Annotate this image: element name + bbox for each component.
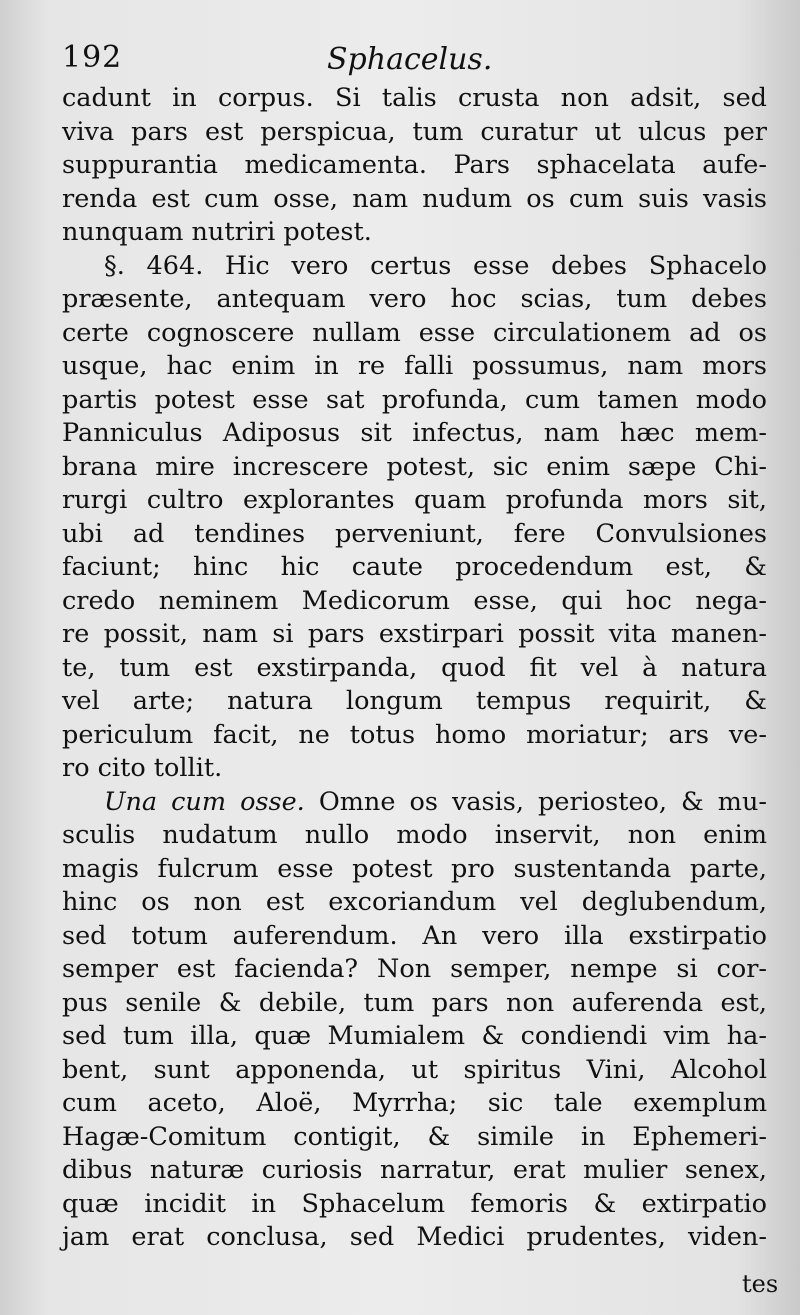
text-line: hinc os non est excoriandum vel deglubendum,: [62, 887, 767, 917]
text-line: cadunt in corpus. Si talis crusta non adsit, sed: [62, 83, 767, 113]
text-line: usque, hac enim in re falli possumus, nam mors: [62, 351, 767, 381]
running-head: Sphacelus.: [327, 42, 493, 77]
text-line: viva pars est perspicua, tum curatur ut ulcus per: [62, 116, 767, 147]
text-line: Panniculus Adiposus sit infectus, nam hæc mem-: [62, 418, 767, 448]
italic-lead: Una cum osse.: [104, 786, 305, 817]
text-line: faciunt; hinc hic caute procedendum est, &: [62, 552, 767, 582]
text-line: ubi ad tendines perveniunt, fere Convulsiones: [62, 518, 767, 549]
paragraph-start-line: [62, 786, 767, 820]
text-line: brana mire increscere potest, sic enim sæpe Chi-: [62, 451, 767, 482]
text-line: sed totum auferendum. An vero illa exstirpatio: [62, 920, 767, 951]
text-line: certe cognoscere nullam esse circulationem ad os: [62, 317, 767, 348]
text-line: te, tum est exstirpanda, quod fit vel à natura: [62, 652, 767, 683]
text-line: pus senile & debile, tum pars non auferenda est,: [62, 987, 767, 1018]
text-line: cum aceto, Aloë, Myrrha; sic tale exemplum: [62, 1088, 767, 1118]
text-line: magis fulcrum esse potest pro sustentanda parte,: [62, 853, 767, 884]
text-line: vel arte; natura longum tempus requirit, &: [62, 686, 767, 716]
body-text: [62, 82, 767, 1255]
text-line: renda est cum osse, nam nudum os cum suis vasis: [62, 183, 767, 214]
text-line-rest: Omne os vasis, periosteo, & mu-: [318, 786, 768, 817]
text-line: sculis nudatum nullo modo inservit, non enim: [62, 820, 767, 850]
text-line: bent, sunt apponenda, ut spiritus Vini, Alcohol: [62, 1054, 767, 1085]
page-number: 192: [62, 40, 123, 75]
text-line: suppurantia medicamenta. Pars sphacelata aufe-: [62, 150, 767, 180]
text-line: quæ incidit in Sphacelum femoris & extirpatio: [62, 1188, 767, 1219]
text-line: dibus naturæ curiosis narratur, erat mulier senex,: [62, 1155, 767, 1185]
text-line: ro cito tollit.: [62, 753, 223, 783]
text-line: periculum facit, ne totus homo moriatur; ars ve-: [62, 719, 767, 750]
catchword: tes: [742, 1270, 779, 1298]
text-line: semper est facienda? Non semper, nempe si cor-: [62, 954, 767, 984]
text-line: jam erat conclusa, sed Medici prudentes, viden-: [62, 1222, 767, 1252]
text-line: nunquam nutriri potest.: [62, 217, 372, 247]
text-line: re possit, nam si pars exstirpari possit vita manen-: [62, 619, 767, 649]
section-start-line: §. 464. Hic vero certus esse debes Sphacelo: [104, 250, 767, 281]
text-line: sed tum illa, quæ Mumialem & condiendi vim ha-: [62, 1021, 767, 1051]
text-line: credo neminem Medicorum esse, qui hoc nega-: [62, 585, 767, 616]
text-line: rurgi cultro explorantes quam profunda mors sit,: [62, 485, 767, 515]
text-line: præsente, antequam vero hoc scias, tum debes: [62, 284, 767, 314]
text-line: Hagæ-Comitum contigit, & simile in Ephemeri-: [62, 1121, 767, 1152]
text-line: partis potest esse sat profunda, cum tamen modo: [62, 384, 767, 415]
